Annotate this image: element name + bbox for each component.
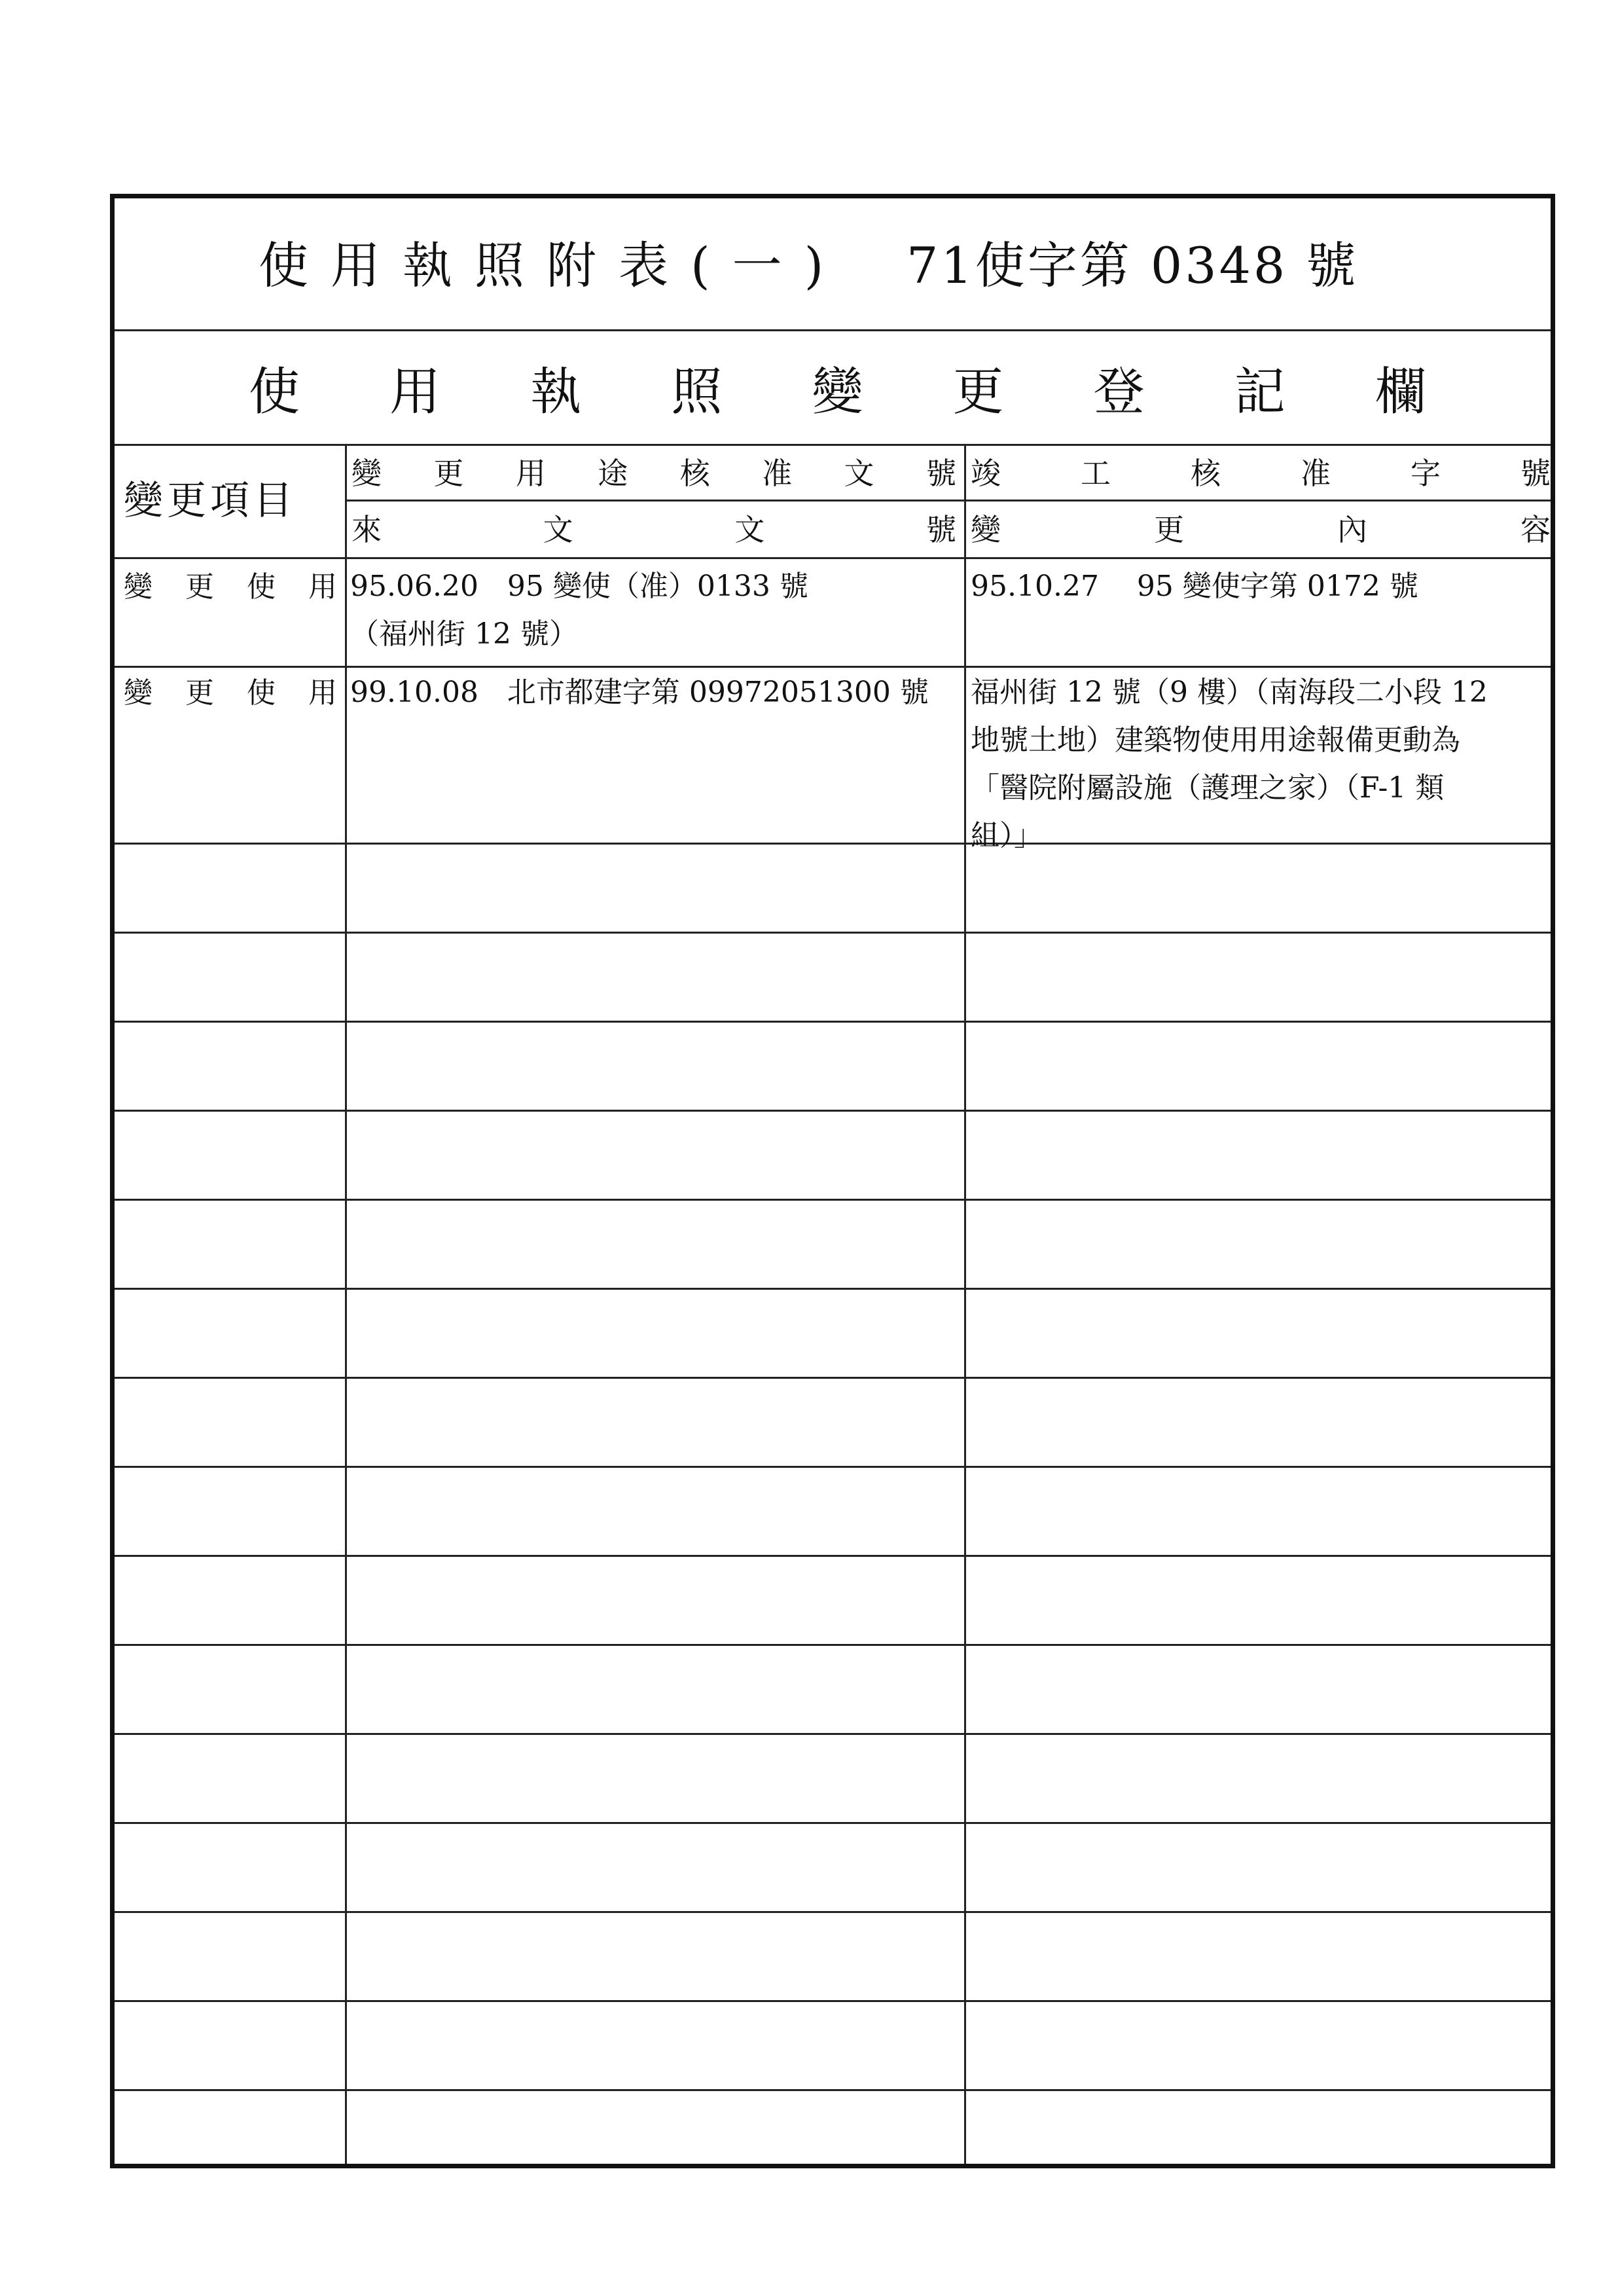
item-char: 使 [247, 676, 276, 710]
header-char: 途 [598, 456, 628, 491]
header-char: 變 [351, 456, 382, 491]
row-divider [115, 1911, 1551, 1913]
row-divider [115, 1288, 1551, 1290]
header-char: 文 [543, 512, 573, 547]
header-divider [345, 500, 1551, 501]
header-char: 核 [1191, 456, 1221, 491]
content-line: 地號土地）建築物使用用途報備更動為 [971, 723, 1460, 757]
content-line: 95.10.27 95 變使字第 0172 號 [971, 570, 1418, 603]
header-char: 字 [1411, 456, 1441, 491]
header-char: 來 [351, 512, 382, 547]
heading-char: 使 [249, 363, 300, 422]
header-completion-number [971, 455, 1551, 492]
header-char: 准 [762, 456, 793, 491]
entry-2-item [124, 675, 337, 712]
header-char: 更 [1154, 512, 1184, 547]
title-row [115, 198, 1551, 331]
document-line: 95.06.20 95 變使（准）0133 號 [350, 570, 808, 603]
header-bottom-line [115, 557, 1551, 559]
header-char: 變 [971, 512, 1001, 547]
heading-char: 照 [671, 363, 723, 422]
header-char: 核 [679, 456, 710, 491]
entry-1-item [124, 569, 337, 606]
entry-1-document [350, 562, 808, 658]
entry-1-content [971, 562, 1418, 610]
item-char: 用 [308, 676, 337, 710]
header-incoming-number [351, 511, 956, 548]
heading-char: 欄 [1375, 363, 1426, 422]
section-heading [115, 331, 1551, 446]
heading-char: 用 [389, 363, 441, 422]
header-char: 更 [433, 456, 464, 491]
row-divider [115, 1110, 1551, 1112]
row-divider [115, 1733, 1551, 1735]
content-line: 組）」 [971, 819, 1043, 852]
row-divider [115, 1466, 1551, 1468]
entry-2-document [350, 668, 929, 716]
entry-2-content [971, 668, 1488, 860]
row-divider [115, 1822, 1551, 1824]
document-line: 99.10.08 北市都建字第 09972051300 號 [350, 676, 929, 709]
item-char: 更 [185, 676, 214, 710]
column-divider [345, 446, 347, 2164]
row-divider [115, 1377, 1551, 1379]
heading-char: 登 [1093, 363, 1145, 422]
row-divider [115, 2000, 1551, 2002]
content-line: 「醫院附屬設施（護理之家）（F-1 類 [971, 771, 1445, 805]
header-char: 內 [1337, 512, 1367, 547]
header-char: 准 [1301, 456, 1331, 491]
license-number: 71使字第 0348 號 [907, 236, 1359, 295]
license-form [110, 194, 1555, 2168]
header-char: 文 [844, 456, 874, 491]
header-char: 文 [734, 512, 765, 547]
header-approval-number [351, 455, 956, 492]
header-char: 容 [1520, 512, 1551, 547]
header-char: 號 [926, 512, 956, 547]
item-char: 變 [124, 570, 153, 604]
row-divider [115, 1644, 1551, 1646]
header-char: 號 [926, 456, 956, 491]
heading-char: 執 [530, 363, 582, 422]
header-char: 竣 [971, 456, 1001, 491]
header-change-content [971, 511, 1551, 548]
row-divider [115, 666, 1551, 668]
header-char: 用 [515, 456, 546, 491]
item-char: 變 [124, 676, 153, 710]
item-char: 使 [247, 570, 276, 604]
header-char: 工 [1081, 456, 1111, 491]
row-divider [115, 1021, 1551, 1023]
document-line: （福州街 12 號） [350, 617, 578, 651]
heading-char: 記 [1234, 363, 1285, 422]
header-char: 號 [1520, 456, 1551, 491]
row-divider [115, 1199, 1551, 1201]
heading-char: 變 [812, 363, 863, 422]
column-divider [964, 446, 966, 2164]
heading-char: 更 [952, 363, 1004, 422]
row-divider [115, 1555, 1551, 1557]
content-line: 福州街 12 號（9 樓）（南海段二小段 12 [971, 676, 1488, 709]
item-char: 用 [308, 570, 337, 604]
header-change-item: 變更項目 [124, 478, 297, 524]
item-char: 更 [185, 570, 214, 604]
row-divider [115, 932, 1551, 934]
form-title: 使用執照附表(一) [259, 236, 846, 295]
row-divider [115, 2089, 1551, 2091]
